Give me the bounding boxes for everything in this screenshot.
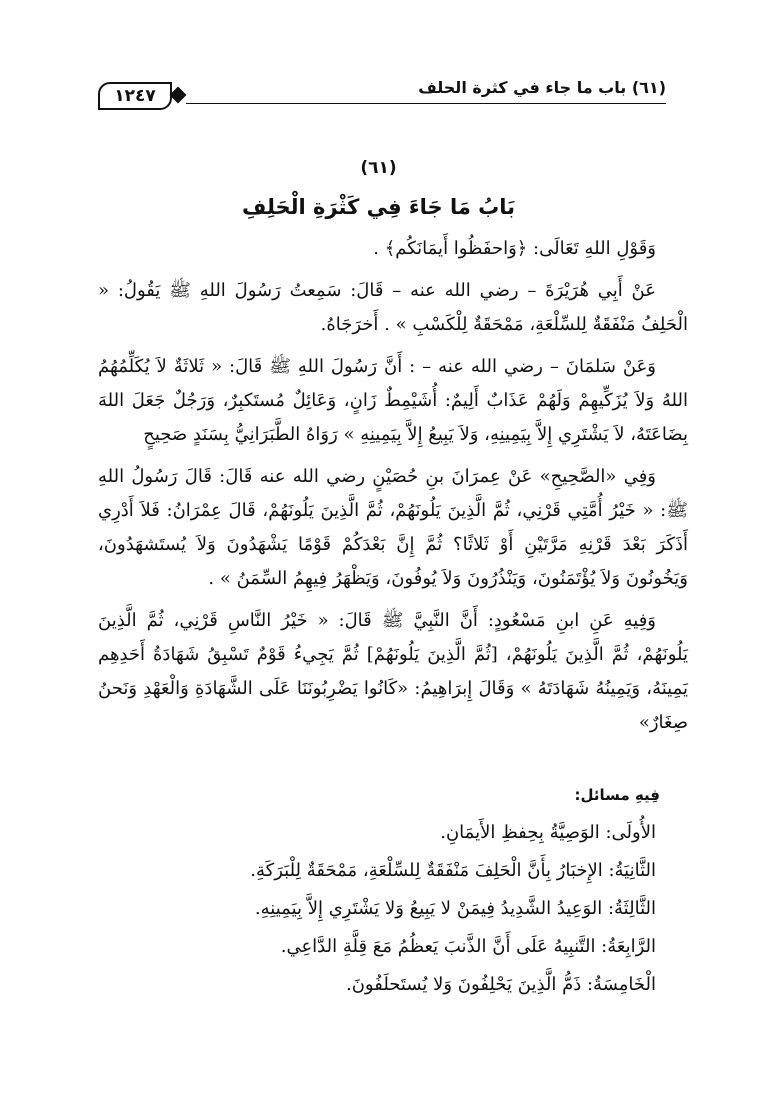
hadith-abu-hurairah: عَنْ أَبِي هُرَيْرَةَ – رضي الله عنه – قَالَ: سَمِعتُ رَسُولَ اللهِ ﷺ يَقُولُ: « الْحَلِفُ مَنْفَقَةٌ لِلسِّلْعَةِ، مَمْحَقَةٌ لِلْكَسْبِ » . أَخرَجَاهُ. — [98, 280, 688, 335]
masail-item: الثَّانِيَةُ: الإِخبَارُ بِأَنَّ الْحَلِفَ مَنْفَقَةٌ لِلسِّلْعَةِ، مَمْحَقَةٌ لِلْبَرَكَةِ. — [250, 860, 656, 881]
masail-item: الْخَامِسَةُ: ذَمُّ الَّذِينَ يَحْلِفُونَ وَلا يُستَحلَفُونَ. — [345, 974, 656, 995]
running-head: (٦١) باب ما جاء في كثرة الحلف — [418, 78, 666, 97]
masail-item: الرَّابِعَةُ: التَّنبِيهُ عَلَى أَنَّ الذَّنبَ يَعظُمُ مَعَ قِلَّةِ الدَّاعِي. — [280, 936, 656, 957]
chapter-title: بَابُ مَا جَاءَ فِي كَثْرَةِ الْحَلِفِ — [241, 195, 516, 219]
chapter-number: (٦١) — [360, 158, 397, 178]
page-number: ١٢٤٧ — [98, 82, 172, 110]
page-header — [98, 70, 666, 110]
masail-list — [98, 816, 688, 1002]
masail-item: الأُولَى: الوَصِيَّةُ بِحِفظِ الأَيمَانِ. — [440, 822, 656, 843]
chapter-body — [98, 232, 688, 748]
verse-paragraph: وَقَوْلِ اللهِ تَعَالَى: ﴿وَاحفَظُوا أَيمَانَكُم﴾ . — [373, 238, 656, 259]
hadith-salman: وَعَنْ سَلمَانَ – رضي الله عنه – : أَنَّ رَسُولَ اللهِ ﷺ قَالَ: « ثَلاثَةٌ لاَ يُكَلِّمُهُمُ اللهُ وَلاَ يُزَكِّيهِمْ وَلَهُمْ عَذَابٌ أَلِيمٌ: أُشَيْمِطٌ زَانٍ، وَعَائِلٌ مُستَكبِرٌ، وَرَجُلٌ جَعَلَ اللهَ بِضَاعَتَهُ، لاَ يَشْتَرِي إِلاَّ بِيَمِينِهِ، وَلاَ يَبِيعُ إِلاَّ بِيَمِينِهِ » رَوَاهُ الطَّبَرَانِيُّ بِسَنَدٍ صَحِيحٍ — [98, 356, 688, 445]
masail-section — [98, 778, 688, 1006]
hadith-ibn-masud: وَفِيهِ عَنِ ابنِ مَسْعُودٍ: أَنَّ النَّبِيَّ ﷺ قَالَ: « خَيْرُ النَّاسِ قَرْنِي، ثُمَّ الَّذِينَ يَلُونَهُمْ، ثُمَّ الَّذِينَ يَلُونَهُمْ، [ثُمَّ الَّذِينَ يَلُونَهُمْ] ثُمَّ يَجِيءُ قَوْمٌ تَسْبِقُ شَهَادَةُ أَحَدِهِم يَمِينَهُ، وَيَمِينُهُ شَهَادَتَهُ » وَقَالَ إِبرَاهِيمُ: «كَانُوا يَضْرِبُونَنَا عَلَى الشَّهَادَةِ وَالْعَهْدِ وَنَحنُ صِغَارٌ» — [98, 610, 688, 733]
masail-item: الثَّالِثَةُ: الوَعِيدُ الشَّدِيدُ فِيمَنْ لا يَبِيعُ وَلا يَشْتَرِي إِلاَّ بِيَمِينِهِ. — [254, 898, 656, 919]
masail-heading: فِيهِ مسائل: — [574, 786, 660, 804]
header-rule — [186, 103, 666, 104]
hadith-imran: وَفِي «الصَّحِيحِ» عَنْ عِمرَانَ بنِ حُصَيْنٍ رضي الله عنه قَالَ: قَالَ رَسُولُ اللهِ ﷺ: « خَيْرُ أُمَّتِي قَرْنِي، ثُمَّ الَّذِينَ يَلُونَهُمْ، ثُمَّ الَّذِينَ يَلُونَهُمْ، قَالَ عِمْرَانُ: فَلاَ أَدْرِي أَذَكَرَ بَعْدَ قَرْنِهِ مَرَّتَيْنِ أَوْ ثَلاثًا؟ ثُمَّ إِنَّ بَعْدَكُمْ قَوْمًا يَشْهَدُونَ وَلاَ يُستَشهَدُونَ، وَيَخُونُونَ وَلاَ يُؤْتَمَنُونَ، وَيَنْذُرُونَ وَلاَ يُوفُونَ، وَيَظْهَرُ فِيهِمُ السِّمَنُ » . — [98, 466, 688, 589]
